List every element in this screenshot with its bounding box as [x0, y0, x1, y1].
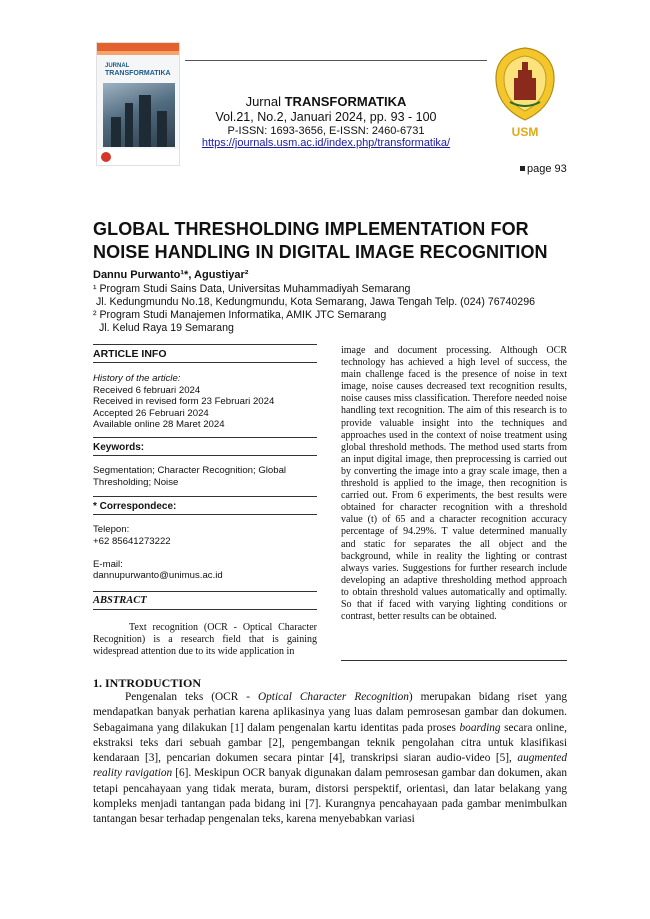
authors: Dannu Purwanto¹*, Agustiyar²: [93, 269, 249, 281]
correspondence-details: Telepon: +62 85641273222 E-mail: dannupurwanto@unimus.ac.id: [93, 524, 223, 582]
abstract-bottom-rule: [341, 660, 567, 661]
keywords-list: Segmentation; Character Recognition; Global Thresholding; Noise: [93, 465, 287, 488]
cover-title-small: JURNAL: [105, 63, 130, 69]
usm-seal-logo: [492, 44, 558, 144]
keywords-header: Keywords:: [93, 442, 317, 456]
keywords-top-rule: [93, 437, 317, 438]
abstract-header: ABSTRACT: [93, 595, 147, 606]
abstract-top-rule: [93, 591, 317, 592]
affiliation-2-address: Jl. Kelud Raya 19 Semarang: [99, 322, 234, 334]
introduction-paragraph: Pengenalan teks (OCR - Optical Character Recognition) merupakan bidang riset yang mendapatkan banyak perhatian karena aplikasinya yang luas dalam pemrosesan gambar dan dokumen. Sebagaimana yang dilakukan [1] dalam pengenalan kartu identitas pada proses boarding secara online, ekstraksi teks dari sebuah gambar [2], pengembangan teknik pengolahan citra untuk klasifikasi kendaraan [3], pencarian dokumen secara pintar [4], transkripsi siaran audio-video [5], augmented reality ravigation [6]. Meskipun OCR banyak digunakan dalam pemrosesan gambar dan dokumen, akan tetapi pencahayaan yang tidak merata, buram, distorsi perspektif, orientasi, dan latar belakang yang kompleks menjadi tantangan pada bidang ini [7]. Kurangnya pencahayaan pada gambar menimbulkan tantangan besar terhadap pengenalan teks, karena menyebabkan variasi: [93, 691, 568, 826]
seal-text: USM: [511, 125, 539, 139]
article-info-top-rule: [93, 344, 317, 345]
abstract-header-rule: [93, 609, 317, 610]
journal-volume: Vol.21, No.2, Januari 2024, pp. 93 - 100: [215, 110, 437, 124]
cover-photo: [103, 83, 175, 147]
abstract-text-left: Text recognition (OCR - Optical Character Recognition) is a research field that is gaining widespread attention due to its wide application in: [93, 622, 317, 658]
square-bullet-icon: [520, 166, 525, 171]
article-history: History of the article: Received 6 februari 2024 Received in revised form 23 Februari 2024 Accepted 26 Februari 2024 Available online 28 Maret 2024: [93, 373, 275, 431]
journal-name: Jurnal TRANSFORMATIKA: [245, 94, 407, 109]
page-number: page 93: [520, 163, 567, 175]
correspondence-header: * Correspondece:: [93, 501, 317, 515]
journal-cover-image: [96, 42, 180, 166]
journal-url-link[interactable]: https://journals.usm.ac.id/index.php/transformatika/: [201, 137, 451, 149]
affiliation-1-address: Jl. Kedungmundu No.18, Kedungmundu, Kota Semarang, Jawa Tengah Telp. (024) 76740296: [96, 296, 535, 308]
correspondence-top-rule: [93, 496, 317, 497]
cover-title: TRANSFORMATIKA: [105, 70, 171, 77]
header-rule: [185, 60, 487, 61]
journal-issn: P-ISSN: 1693-3656, E-ISSN: 2460-6731: [227, 125, 425, 137]
cover-logo-icon: [101, 152, 111, 162]
abstract-text-right: image and document processing. Although OCR technology has achieved a high level of success, the main challenge faced is the presence of noise in text image, noise causes decreased text recognition results, noise causes miss classification. Therefore needed noise handling text recognition. The aim of this research is to provide valuable insight into the techniques and approaches used in the context of noise treatment using global threshold methods. The method used starts from an input digital image, then preprocessing is carried out by converting the image into a gray scale image, then a threshold is applied to the image, then recognition is carried out. From 6 experiments, the best results were obtained for character recognition with a threshold value (t) of 65 and a character recognition accuracy percentage of 94.29%. T value determined manually and static for separates the all object and the background, while in reality the lighting or contrast always varies. Suggestions for further research include developing an adaptive thresholding method approach to obtain threshold values automatically and optimally. So that if faced with varying lighting conditions or contrast, better results can be obtained.: [341, 345, 567, 623]
section-heading-introduction: 1. INTRODUCTION: [93, 676, 202, 690]
affiliation-2: ² Program Studi Manajemen Informatika, AMIK JTC Semarang: [93, 309, 387, 321]
article-info-header: ARTICLE INFO: [93, 348, 317, 363]
paper-title: GLOBAL THRESHOLDING IMPLEMENTATION FOR NOISE HANDLING IN DIGITAL IMAGE RECOGNITION: [93, 219, 548, 262]
affiliation-1: ¹ Program Studi Sains Data, Universitas Muhammadiyah Semarang: [93, 283, 411, 295]
